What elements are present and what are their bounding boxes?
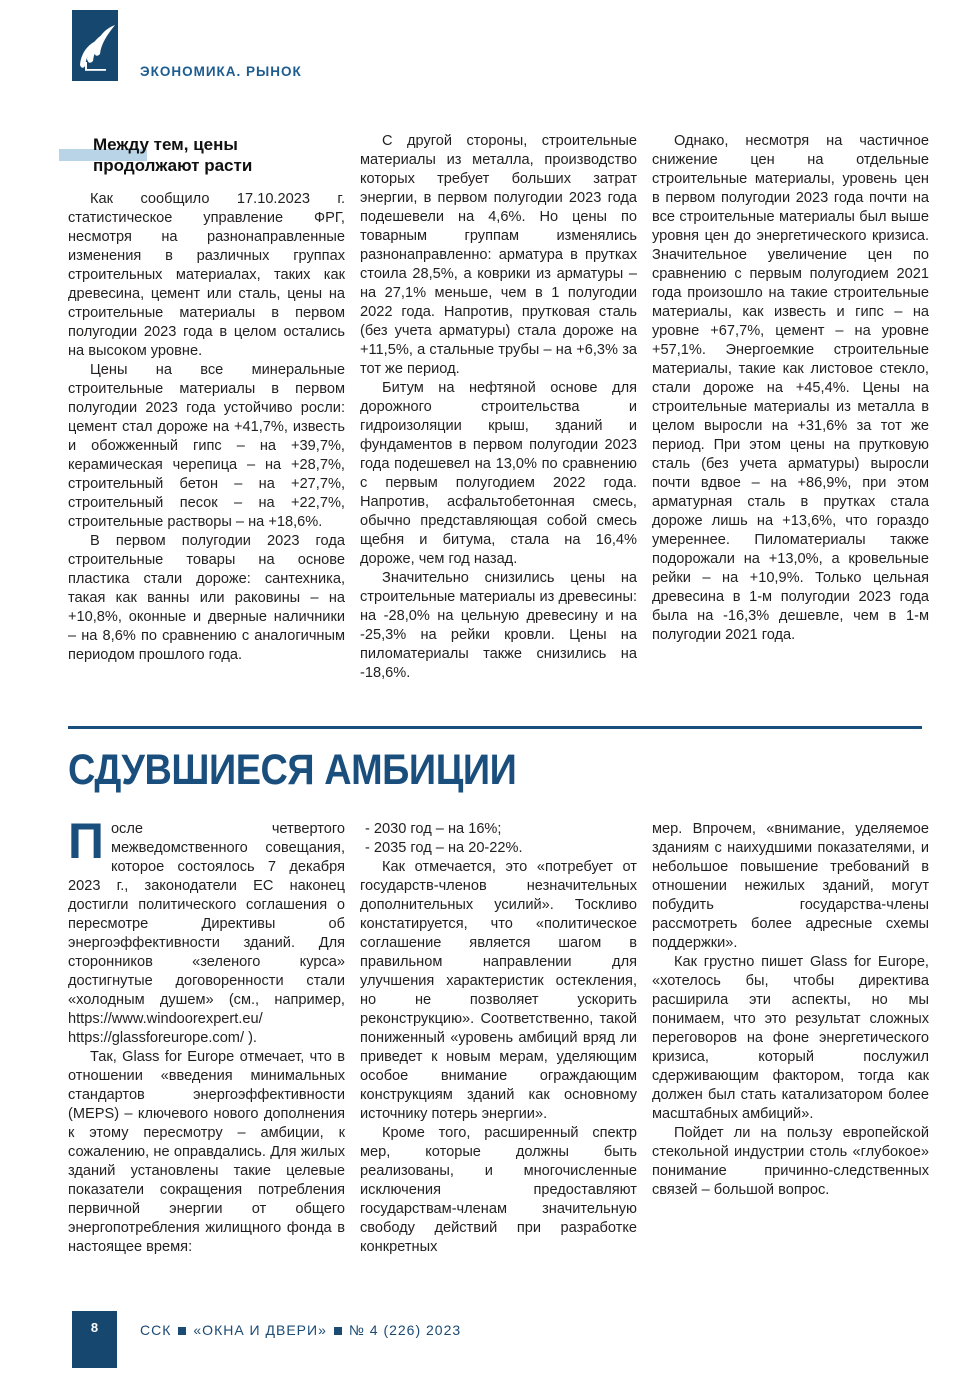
top-article bbox=[68, 132, 929, 683]
paragraph-group bbox=[652, 132, 929, 645]
section-divider bbox=[68, 726, 922, 729]
bottom-article bbox=[68, 813, 929, 1257]
article-headline: СДУВШИЕСЯ АМБИЦИИ bbox=[68, 746, 517, 794]
square-bullet-icon bbox=[334, 1327, 342, 1335]
paragraph: Цены на все минеральные строительные материалы в первом полугодии 2023 года устойчиво росли: цемент стал дороже на +41,7%, известь и обожженный гипс – на +39,7%, керамическая черепица – на +28,7%, строительный бетон – на +27,7%, строительный песок – на +22,7%, строительные растворы – на +18,6%. bbox=[68, 362, 345, 530]
paragraph: Кроме того, расширенный спектр мер, которые должны быть реализованы, и многочисленные исключения предоставляют государствам-членам значительную свободу действий при разработке конкретных bbox=[360, 1125, 637, 1255]
page-number-box bbox=[72, 1311, 117, 1368]
paragraph-group bbox=[68, 1048, 345, 1257]
paragraph: Однако, несмотря на частичное снижение цен на отдельные строительные материалы, уровень цен в первом полугодии 2023 года почти на все строительные материалы был выше уровня цен до энергетического кризиса. Значительное увеличение цен по сравнению с первым полугодием 2021 года произошло на такие строительные материалы, как известь и гипс – на уровне +67,7%, цемент – на уровне +57,1%. Энергоемкие строительные материалы, такие как листовое стекло, стали дороже на +45,4%. Цены на строительные материалы из металла в целом выросли на +31,6% за тот же период. При этом цены на прутковую сталь (без учета арматуры) выросли почти вдвое – на +86,9%, при этом арматурная сталь в прутках стала дороже лишь на +13,6%, что гораздо умереннее. Пиломатериалы также подорожали на +13,0%, а кровельные рейки – на +10,9%. Только цельная древесина в 1-м полугодии 2023 года была на -16,3% дешевле, чем в 1-м полугодии 2021 года. bbox=[652, 133, 929, 643]
logo-swoosh-icon bbox=[72, 10, 118, 81]
footer-publisher: ССК bbox=[140, 1322, 172, 1338]
lead-paragraph bbox=[68, 813, 345, 1048]
paragraph-group bbox=[360, 132, 637, 683]
paragraph: Так, Glass for Europe отмечает, что в отношении «введения минимальных стандартов энергоэффективности (MEPS) – ключевого нового дополнения к этому пересмотру – амбиции, к сожалению, не оправдались. Для жилых зданий установлены такие целевые показатели сокращения потребления первичной энергии от общего энергопотребления жилищного фонда в настоящее время: bbox=[68, 1049, 345, 1255]
paragraph: Как грустно пишет Glass for Europe, «хотелось бы, чтобы директива расширила эти аспекты, но мы понимаем, что это результат сложных переговоров на фоне энергетического кризиса, который послужил сдерживающим фактором, тогда как должен был стать катализатором более масштабных амбиций». bbox=[652, 954, 929, 1122]
section-kicker: ЭКОНОМИКА. РЫНОК bbox=[140, 64, 302, 79]
subheading bbox=[68, 134, 345, 176]
paragraph-group bbox=[360, 820, 637, 1257]
bottom-column-3 bbox=[652, 820, 929, 1257]
top-column-3 bbox=[652, 132, 929, 683]
paragraph: мер. Впрочем, «внимание, уделяемое зданиям с наихудшими показателями, и небольшое повышение требований в отношении нежилых зданий, могут побудить государства-члены рассмотреть более адресные схемы поддержки». bbox=[652, 821, 929, 951]
subheading-line: Между тем, цены bbox=[93, 135, 238, 154]
subheading-line: продолжают расти bbox=[93, 156, 253, 175]
paragraph: Значительно снизились цены на строительные материалы из древесины: на -28,0% на цельную древесину и на -25,3% на рейки кровли. Цены на пиломатериалы также снизились на -18,6%. bbox=[360, 570, 637, 681]
page-number: 8 bbox=[90, 1320, 99, 1335]
bottom-column-2 bbox=[360, 820, 637, 1257]
paragraph: - 2035 год – на 20-22%. bbox=[365, 840, 523, 856]
paragraph: Битум на нефтяной основе для дорожного строительства и гидроизоляции крыш, зданий и фундаментов в первом полугодии 2023 года подешевел на 13,0% по сравнению с первым полугодием 2022 года. Напротив, асфальтобетонная смесь, обычно представляющая собой смесь щебня и битума, стала на 16,4% дороже, чем год назад. bbox=[360, 380, 637, 567]
square-bullet-icon bbox=[178, 1327, 186, 1335]
footer-journal-line bbox=[140, 1322, 461, 1338]
paragraph-group bbox=[652, 820, 929, 1200]
publisher-logo bbox=[72, 10, 118, 81]
lead-text: осле четвертого межведомственного совещания, которое состоялось 7 декабря 2023 г., законодатели ЕС наконец достигли политического соглашения о пересмотре Директивы об энергоэффективности зданий. Для сторонников «зеленого курса» достигнутые договоренности стали «холодным душем» (см., например, https://www.windoorexpert.eu/ https://glassforeurope.com/ ). bbox=[68, 821, 345, 1046]
bottom-column-1 bbox=[68, 813, 345, 1257]
top-column-1 bbox=[68, 132, 345, 683]
paragraph: С другой стороны, строительные материалы из металла, производство которых требует больших затрат энергии, в первом полугодии 2023 года подешевели на 4,6%. Но цены по товарным группам изменялись разнонаправленно: арматура в прутках стоила 28,5%, а коврики из арматуры – на 27,1% меньше, чем в 1 полугодии 2022 года. Напротив, прутковая сталь (без учета арматуры) стала дороже на +11,5%, а стальные трубы – на +6,3% за тот же период. bbox=[360, 133, 637, 377]
drop-cap: П bbox=[68, 813, 104, 869]
footer-journal-title: «ОКНА И ДВЕРИ» bbox=[193, 1322, 327, 1338]
paragraph: Пойдет ли на пользу европейской стекольной индустрии столь «глубокое» понимание причинно-следственных связей – большой вопрос. bbox=[652, 1125, 929, 1198]
paragraph: В первом полугодии 2023 года строительные товары на основе пластика стали дороже: сантехника, такая как ванны или раковины – на +10,8%, оконные и дверные наличники – на 8,6% по сравнению с аналогичным периодом прошлого года. bbox=[68, 533, 345, 663]
paragraph: - 2030 год – на 16%; bbox=[365, 821, 502, 837]
top-column-2 bbox=[360, 132, 637, 683]
footer-issue: № 4 (226) 2023 bbox=[348, 1322, 462, 1338]
paragraph: Как сообщило 17.10.2023 г. статистическое управление ФРГ, несмотря на разнонаправленные изменения в различных группах строительных материалах, таких как древесина, цемент или сталь, цены на строительные материалы в первом полугодии 2023 года в целом остались на высоком уровне. bbox=[68, 191, 345, 359]
paragraph-group bbox=[68, 190, 345, 665]
paragraph: Как отмечается, это «потребует от государств-членов незначительных дополнительных усилий». Тоскливо констатируется, что «политическое соглашение является шагом в правильном направлении для улучшения характеристик остекления, но не позволяет ускорить реконструкцию». Соответственно, такой пониженный «уровень амбиций вряд ли приведет к новым мерам, уделяющим особое внимание ограждающим конструкциям зданий как основному источнику потерь энергии». bbox=[360, 859, 637, 1122]
